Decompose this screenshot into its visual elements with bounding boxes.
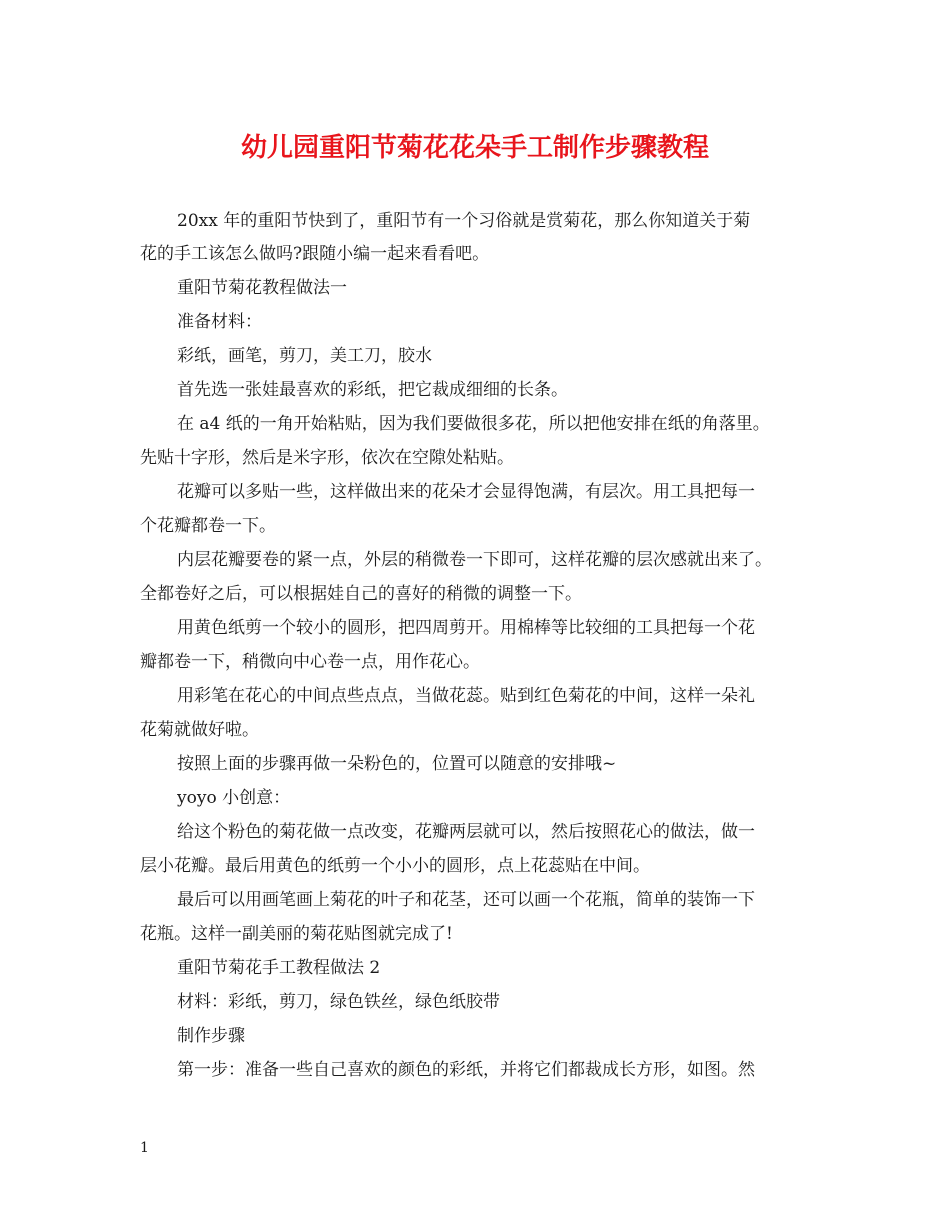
paragraph-line: 内层花瓣要卷的紧一点，外层的稍微卷一下即可，这样花瓣的层次感就出来了。: [177, 550, 772, 570]
paragraph-line: 准备材料：: [177, 312, 262, 332]
paragraph-line: 制作步骤: [177, 1026, 245, 1046]
paragraph-line: 先贴十字形，然后是米字形，依次在空隙处粘贴。: [140, 448, 514, 468]
section-heading: 重阳节菊花教程做法一: [177, 278, 347, 298]
paragraph-line: 个花瓣都卷一下。: [140, 516, 276, 536]
paragraph-line: 层小花瓣。最后用黄色的纸剪一个小小的圆形，点上花蕊贴在中间。: [140, 856, 650, 876]
paragraph-line: 彩纸，画笔，剪刀，美工刀，胶水: [177, 346, 432, 366]
paragraph-line: yoyo 小创意：: [177, 788, 291, 808]
paragraph-line: 按照上面的步骤再做一朵粉色的，位置可以随意的安排哦~: [177, 754, 617, 774]
section-heading: 重阳节菊花手工教程做法 2: [177, 958, 381, 978]
paragraph-line: 花菊就做好啦。: [140, 720, 259, 740]
paragraph-line: 瓣都卷一下，稍微向中心卷一点，用作花心。: [140, 652, 480, 672]
document-title: 幼儿园重阳节菊花花朵手工制作步骤教程: [240, 133, 709, 163]
paragraph-line: 全都卷好之后，可以根据娃自己的喜好的稍微的调整一下。: [140, 584, 582, 604]
paragraph-line: 花瓶。这样一副美丽的菊花贴图就完成了!: [140, 924, 453, 944]
paragraph-line: 花的手工该怎么做吗?跟随小编一起来看看吧。: [140, 244, 490, 264]
page-number: 1: [140, 1140, 149, 1156]
paragraph-line: 材料：彩纸，剪刀，绿色铁丝，绿色纸胶带: [177, 992, 500, 1012]
paragraph-line: 20xx 年的重阳节快到了，重阳节有一个习俗就是赏菊花，那么你知道关于菊: [177, 211, 751, 231]
paragraph-line: 给这个粉色的菊花做一点改变，花瓣两层就可以，然后按照花心的做法，做一: [177, 822, 755, 842]
paragraph-line: 首先选一张娃最喜欢的彩纸，把它裁成细细的长条。: [177, 380, 568, 400]
paragraph-line: 花瓣可以多贴一些，这样做出来的花朵才会显得饱满，有层次。用工具把每一: [177, 482, 755, 502]
paragraph-line: 在 a4 纸的一角开始粘贴，因为我们要做很多花，所以把他安排在纸的角落里。: [177, 414, 770, 434]
paragraph-line: 用黄色纸剪一个较小的圆形，把四周剪开。用棉棒等比较细的工具把每一个花: [177, 618, 755, 638]
paragraph-line: 用彩笔在花心的中间点些点点，当做花蕊。贴到红色菊花的中间，这样一朵礼: [177, 686, 755, 706]
paragraph-line: 第一步：准备一些自己喜欢的颜色的彩纸，并将它们都裁成长方形，如图。然: [177, 1060, 755, 1080]
paragraph-line: 最后可以用画笔画上菊花的叶子和花茎，还可以画一个花瓶，简单的装饰一下: [177, 890, 755, 910]
